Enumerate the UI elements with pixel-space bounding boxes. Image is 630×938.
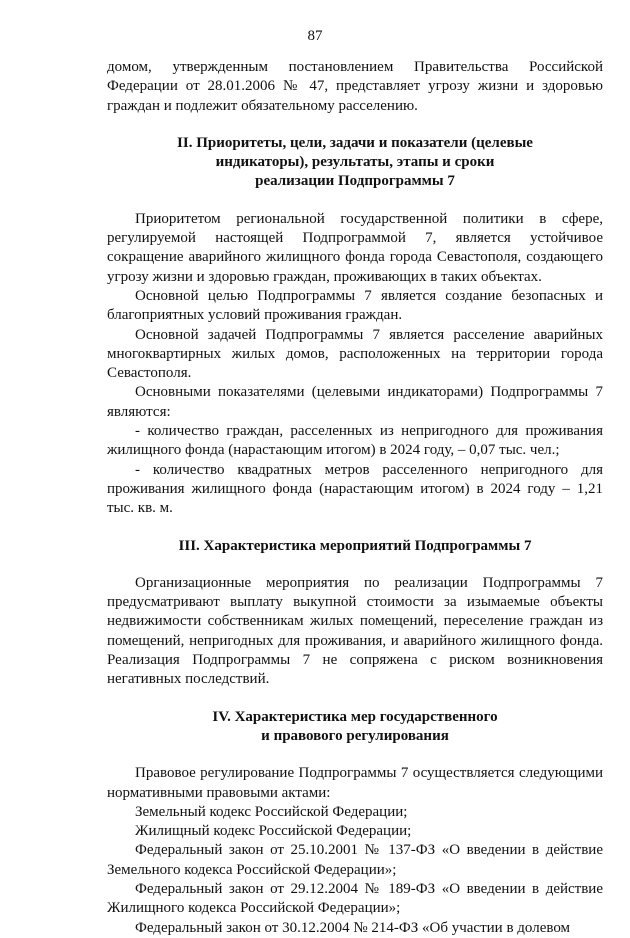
section-2-heading-line: реализации Подпрограммы 7 bbox=[255, 173, 455, 190]
paragraph: Основной задачей Подпрограммы 7 является расселение аварийных многоквартирных жилых домов, расположенных на территории города Севастополя. bbox=[107, 326, 603, 382]
paragraph: Правовое регулирование Подпрограммы 7 осуществляется следующими нормативными правовыми актами: bbox=[107, 765, 603, 801]
section-2-heading bbox=[107, 134, 603, 192]
section-2-heading-line: индикаторы), результаты, этапы и сроки bbox=[215, 154, 495, 171]
paragraph: Федеральный закон от 25.10.2001 № 137-ФЗ «О введении в действие Земельного кодекса Российской Федерации»; bbox=[107, 842, 603, 878]
paragraph: Федеральный закон от 29.12.2004 № 189-ФЗ «О введении в действие Жилищного кодекса Российской Федерации»; bbox=[107, 880, 603, 917]
page-number: 87 bbox=[307, 28, 323, 44]
list-item: - количество граждан, расселенных из непригодного для проживания жилищного фонда (нарастающим итогом) в 2024 году, – 0,07 тыс. чел.; bbox=[107, 423, 603, 459]
section-2-heading-line: II. Приоритеты, цели, задачи и показатели (целевые bbox=[177, 134, 533, 151]
paragraph: Организационные мероприятия по реализации Подпрограммы 7 предусматривают выплату выкупной стоимости за изымаемые объекты недвижимости собственникам жилых помещений, переселение граждан из помещений, непригодных для проживания, и аварийного жилищного фонда. Реализация Подпрограммы 7 не сопряжена с риском возникновения негативных последствий. bbox=[107, 574, 603, 688]
section-4-heading-line: и правового регулирования bbox=[261, 727, 449, 744]
paragraph: Федеральный закон от 30.12.2004 № 214-ФЗ «Об участии в долевом bbox=[135, 919, 571, 936]
paragraph: Жилищный кодекс Российской Федерации; bbox=[135, 823, 412, 840]
paragraph: Основными показателями (целевыми индикаторами) Подпрограммы 7 являются: bbox=[107, 384, 603, 420]
paragraph: Основной целью Подпрограммы 7 является создание безопасных и благоприятных условий проживания граждан. bbox=[107, 287, 603, 324]
list-item: - количество квадратных метров расселенного непригодного для проживания жилищного фонда (нарастающим итогом) в 2024 году – 1,21 тыс. кв. м. bbox=[107, 461, 603, 517]
section-4-heading bbox=[107, 708, 603, 747]
page-body bbox=[107, 58, 603, 938]
intro-paragraph: домом, утвержденным постановлением Правительства Российской Федерации от 28.01.2006 № 47, представляет угрозу жизни и здоровью граждан и подлежит обязательному расселению. bbox=[107, 59, 603, 114]
section-4-heading-line: IV. Характеристика мер государственного bbox=[212, 708, 498, 725]
paragraph: Приоритетом региональной государственной политики в сфере, регулируемой настоящей Подпрограммой 7, является устойчивое сокращение аварийного жилищного фонда города Севастополя, создающего угрозу жизни и здоровью граждан, проживающих в таких объектах. bbox=[107, 210, 603, 285]
paragraph: Земельный кодекс Российской Федерации; bbox=[135, 803, 408, 820]
section-3-heading: III. Характеристика мероприятий Подпрограммы 7 bbox=[178, 537, 532, 554]
